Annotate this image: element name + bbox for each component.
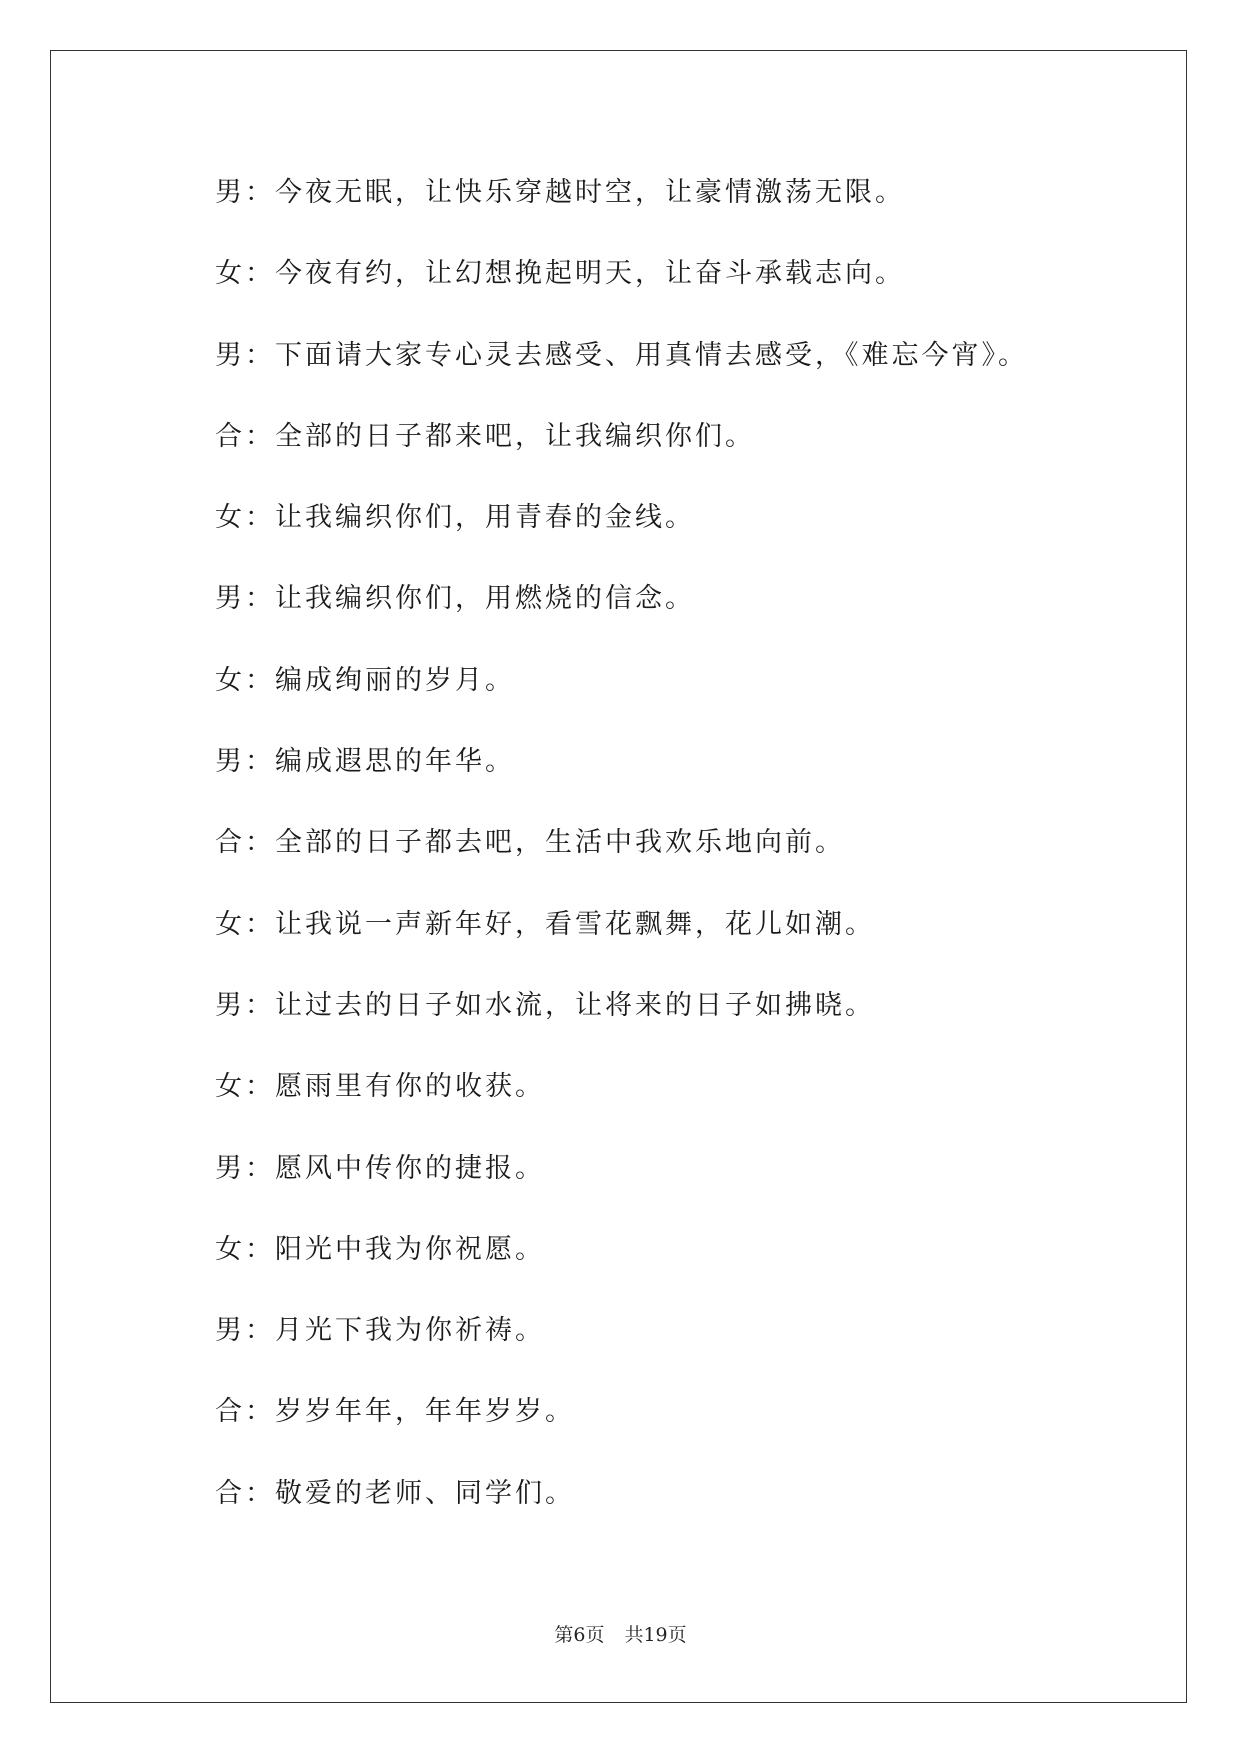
dialogue-line: 女：阳光中我为你祝愿。 — [215, 1233, 545, 1265]
dialogue-line: 男：月光下我为你祈祷。 — [215, 1315, 545, 1347]
dialogue-line: 合：全部的日子都去吧，生活中我欢乐地向前。 — [215, 827, 845, 859]
page-footer — [0, 1620, 1241, 1647]
dialogue-line: 女：让我说一声新年好，看雪花飘舞，花儿如潮。 — [215, 908, 875, 940]
current-page-indicator: 第6页 — [554, 1624, 605, 1646]
dialogue-line: 女：今夜有约，让幻想挽起明天，让奋斗承载志向。 — [215, 258, 905, 290]
dialogue-line: 合：岁岁年年，年年岁岁。 — [215, 1396, 575, 1428]
dialogue-line: 男：编成遐思的年华。 — [215, 746, 515, 778]
dialogue-line: 男：让我编织你们，用燃烧的信念。 — [215, 583, 695, 615]
document-body — [215, 168, 1115, 1550]
dialogue-line: 男：让过去的日子如水流，让将来的日子如拂晓。 — [215, 989, 875, 1021]
dialogue-line: 女：愿雨里有你的收获。 — [215, 1071, 545, 1103]
dialogue-line: 女：编成绚丽的岁月。 — [215, 664, 515, 696]
dialogue-line: 女：让我编织你们，用青春的金线。 — [215, 502, 695, 534]
dialogue-line: 男：愿风中传你的捷报。 — [215, 1152, 545, 1184]
dialogue-line: 男：下面请大家专心灵去感受、用真情去感受，《难忘今宵》。 — [215, 339, 1028, 371]
dialogue-line: 男：今夜无眠，让快乐穿越时空，让豪情激荡无限。 — [215, 177, 905, 208]
dialogue-line: 合：全部的日子都来吧，让我编织你们。 — [215, 420, 755, 452]
total-pages-indicator: 共19页 — [624, 1624, 687, 1646]
dialogue-line: 合：敬爱的老师、同学们。 — [215, 1477, 575, 1509]
